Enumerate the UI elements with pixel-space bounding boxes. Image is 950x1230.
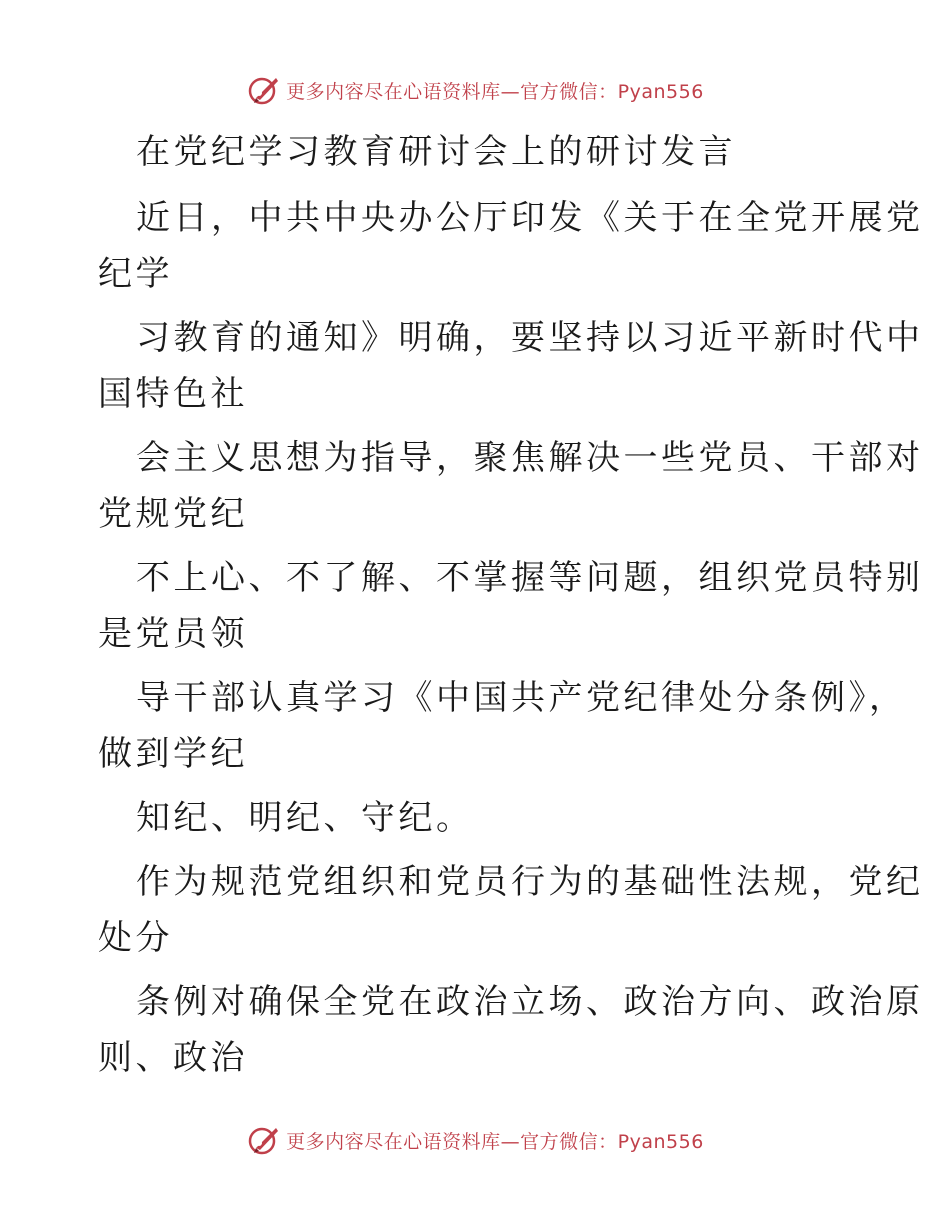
line-gap bbox=[98, 662, 858, 670]
line-gap bbox=[98, 846, 858, 854]
document-title: 在党纪学习教育研讨会上的研讨发言 bbox=[136, 132, 736, 172]
line-gap bbox=[98, 422, 858, 430]
text-line: 知纪、明纪、守纪。 bbox=[136, 798, 474, 838]
text-line: 会主义思想为指导，聚焦解决一些党员、干部对 bbox=[136, 438, 924, 478]
quill-pen-logo-icon bbox=[246, 1122, 282, 1158]
text-line: 不上心、不了解、不掌握等问题，组织党员特别 bbox=[136, 558, 924, 598]
watermark-text: 更多内容尽在心语资料库—官方微信：Pyan556 bbox=[286, 1130, 704, 1153]
text-line: 条例对确保全党在政治立场、政治方向、政治原 bbox=[136, 982, 924, 1022]
text-line: 处分 bbox=[98, 918, 173, 958]
page-footer bbox=[0, 1120, 950, 1160]
text-line: 近日，中共中央办公厅印发《关于在全党开展党 bbox=[136, 198, 924, 238]
line-gap bbox=[98, 782, 858, 790]
text-line: 导干部认真学习《中国共产党纪律处分条例》， bbox=[136, 678, 907, 718]
text-line: 是党员领 bbox=[98, 614, 248, 654]
document-body bbox=[98, 124, 924, 1086]
text-line: 则、政治 bbox=[98, 1038, 248, 1078]
text-line: 国特色社 bbox=[98, 374, 248, 414]
page-header bbox=[0, 70, 950, 110]
text-line: 党规党纪 bbox=[98, 494, 248, 534]
text-line: 习教育的通知》明确，要坚持以习近平新时代中 bbox=[136, 318, 924, 358]
watermark bbox=[246, 1122, 704, 1158]
line-gap bbox=[98, 542, 858, 550]
watermark-text: 更多内容尽在心语资料库—官方微信：Pyan556 bbox=[286, 80, 704, 103]
line-gap bbox=[98, 302, 858, 310]
text-line: 纪学 bbox=[98, 254, 173, 294]
quill-pen-logo-icon bbox=[246, 72, 282, 108]
watermark bbox=[246, 72, 704, 108]
line-gap bbox=[98, 182, 858, 190]
line-gap bbox=[98, 966, 858, 974]
text-line: 作为规范党组织和党员行为的基础性法规，党纪 bbox=[136, 862, 924, 902]
text-line: 做到学纪 bbox=[98, 734, 248, 774]
